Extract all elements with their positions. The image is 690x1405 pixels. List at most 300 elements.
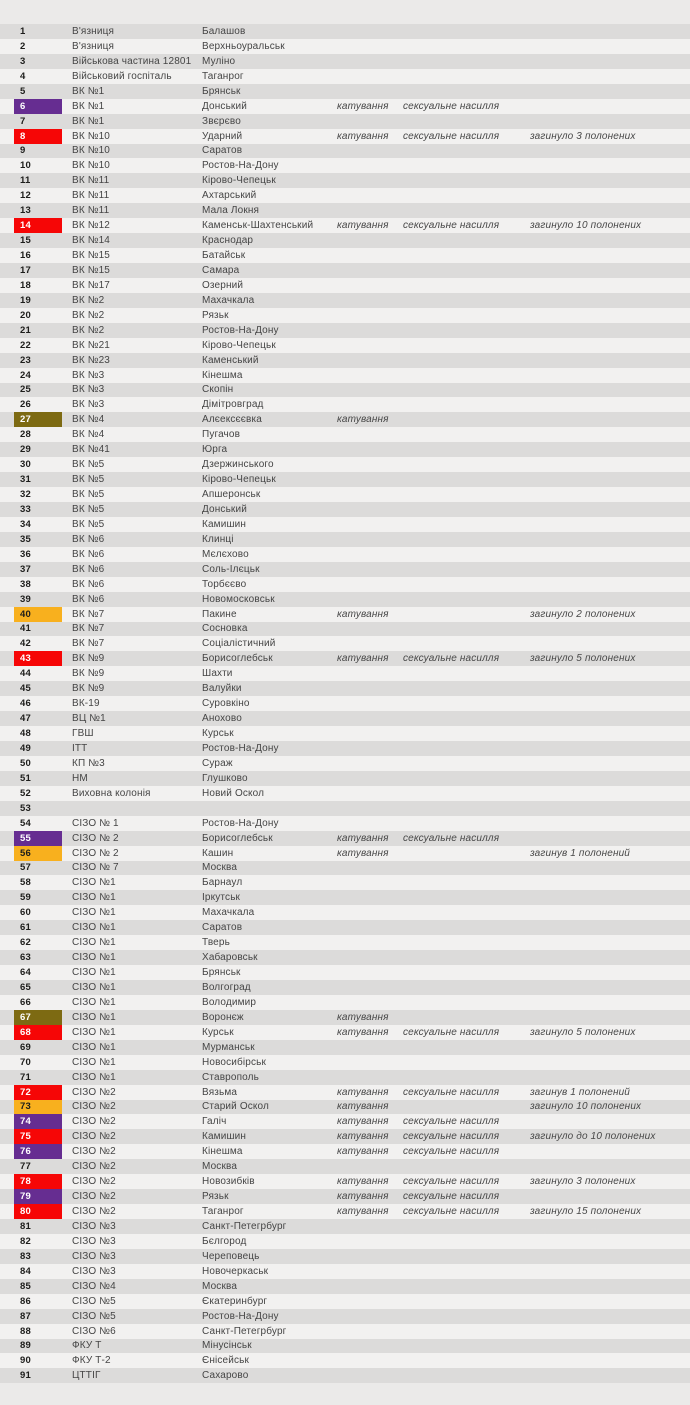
city-cell: Анохово — [202, 713, 242, 725]
table-row — [0, 920, 690, 935]
city-cell: Каменський — [202, 354, 259, 366]
row-number: 58 — [20, 877, 31, 889]
row-number: 77 — [20, 1161, 31, 1173]
row-number: 71 — [20, 1071, 31, 1083]
row-number: 69 — [20, 1041, 31, 1053]
table-row — [0, 338, 690, 353]
facility-cell: ВК №7 — [72, 638, 105, 650]
city-cell: Володимир — [202, 996, 257, 1008]
row-number: 57 — [20, 862, 31, 874]
row-number: 2 — [20, 40, 26, 52]
facility-cell: ВК №6 — [72, 563, 105, 575]
facility-cell: СІЗО №2 — [72, 1146, 116, 1158]
row-number: 18 — [20, 279, 31, 291]
city-cell: Махачкала — [202, 294, 255, 306]
facility-cell: ВК №10 — [72, 130, 111, 142]
deaths-cell: загинуло 10 полонених — [530, 220, 642, 232]
facility-cell: В'язниця — [72, 40, 115, 52]
city-cell: Кінешма — [202, 369, 243, 381]
city-cell: Апшеронськ — [202, 489, 261, 501]
facility-cell: ВК №4 — [72, 429, 105, 441]
facility-cell: ВК №5 — [72, 474, 105, 486]
facility-cell: СІЗО № 1 — [72, 817, 119, 829]
table-row — [0, 1353, 690, 1368]
city-cell: Донський — [202, 100, 247, 112]
city-cell: Борисоглебськ — [202, 832, 273, 844]
facility-cell: ВК №2 — [72, 309, 105, 321]
facility-cell: ВК №15 — [72, 250, 111, 262]
torture-cell: катування — [337, 1011, 389, 1023]
row-number: 38 — [20, 578, 31, 590]
row-number: 26 — [20, 399, 31, 411]
city-cell: Мала Локня — [202, 205, 260, 217]
row-number-highlight-red: 72 — [14, 1085, 62, 1100]
city-cell: Москва — [202, 862, 238, 874]
city-cell: Мінусінськ — [202, 1340, 252, 1352]
city-cell: Алєексєєвка — [202, 414, 262, 426]
row-number: 16 — [20, 250, 31, 262]
table-row — [0, 412, 690, 427]
facility-cell: СІЗО №1 — [72, 981, 116, 993]
row-number: 91 — [20, 1370, 31, 1382]
facility-cell: НМ — [72, 772, 88, 784]
facility-cell: СІЗО №2 — [72, 1161, 116, 1173]
sexual-violence-cell: сексуальне насилля — [403, 832, 500, 844]
deaths-cell: загинуло 10 полонених — [530, 1101, 642, 1113]
table-row — [0, 1159, 690, 1174]
row-number-highlight-yellow: 73 — [14, 1100, 62, 1115]
city-cell: Курськ — [202, 1026, 234, 1038]
sexual-violence-cell: сексуальне насилля — [403, 130, 500, 142]
table-row — [0, 846, 690, 861]
city-cell: Звєрєво — [202, 115, 241, 127]
city-cell: Мєлєхово — [202, 548, 249, 560]
table-row — [0, 1055, 690, 1070]
table-row — [0, 607, 690, 622]
table-row — [0, 114, 690, 129]
row-number: 84 — [20, 1265, 31, 1277]
facility-cell: ВК №11 — [72, 205, 110, 217]
row-number-highlight-purple: 6 — [14, 99, 62, 114]
row-number-highlight-purple: 76 — [14, 1144, 62, 1159]
sexual-violence-cell: сексуальне насилля — [403, 1026, 500, 1038]
sexual-violence-cell: сексуальне насилля — [403, 1131, 500, 1143]
city-cell: Озерний — [202, 279, 244, 291]
facility-cell: ВК №6 — [72, 533, 105, 545]
row-number: 25 — [20, 384, 31, 396]
facility-cell: ВК №23 — [72, 354, 111, 366]
facility-cell: ВК №10 — [72, 160, 111, 172]
row-number: 23 — [20, 354, 31, 366]
city-cell: Хабаровськ — [202, 952, 258, 964]
city-cell: Барнаул — [202, 877, 243, 889]
sexual-violence-cell: сексуальне насилля — [403, 1116, 500, 1128]
table-row — [0, 1085, 690, 1100]
table-row — [0, 875, 690, 890]
row-number: 21 — [20, 324, 31, 336]
table-row — [0, 1114, 690, 1129]
table-row — [0, 562, 690, 577]
table-row — [0, 1070, 690, 1085]
table-row — [0, 592, 690, 607]
facility-cell: ФКУ Т-2 — [72, 1355, 111, 1367]
deaths-cell: загинуло 15 полонених — [530, 1206, 642, 1218]
row-number: 24 — [20, 369, 31, 381]
facility-cell: ЦТТІГ — [72, 1370, 101, 1382]
city-cell: Ростов-На-Дону — [202, 160, 279, 172]
city-cell: Ударний — [202, 130, 243, 142]
facility-cell: ВК №3 — [72, 369, 105, 381]
table-row — [0, 980, 690, 995]
table-row — [0, 890, 690, 905]
torture-cell: катування — [337, 1101, 389, 1113]
city-cell: Торбєєво — [202, 578, 247, 590]
facility-cell: ВК №15 — [72, 264, 111, 276]
facility-cell: ВК-19 — [72, 698, 100, 710]
deaths-cell: загинуло 3 полонених — [530, 1176, 636, 1188]
row-number: 10 — [20, 160, 31, 172]
table-row — [0, 218, 690, 233]
city-cell: Курськ — [202, 728, 234, 740]
city-cell: Кірово-Чепецьк — [202, 339, 276, 351]
row-number-highlight-olive: 67 — [14, 1010, 62, 1025]
facility-cell: СІЗО №1 — [72, 952, 116, 964]
facility-cell: СІЗО №1 — [72, 967, 116, 979]
facility-cell: Військова частина 12801 — [72, 55, 192, 67]
city-cell: Вязьма — [202, 1086, 238, 1098]
facility-cell: ВЦ №1 — [72, 713, 106, 725]
facility-cell: ВК №17 — [72, 279, 111, 291]
table-row — [0, 696, 690, 711]
table-row — [0, 517, 690, 532]
table-row — [0, 1189, 690, 1204]
facility-cell: ГВШ — [72, 728, 94, 740]
row-number: 37 — [20, 563, 31, 575]
city-cell: Муліно — [202, 55, 236, 67]
table-row — [0, 786, 690, 801]
table-row — [0, 39, 690, 54]
facility-cell: СІЗО №4 — [72, 1280, 116, 1292]
row-number: 4 — [20, 70, 26, 82]
table-row — [0, 129, 690, 144]
facility-cell: ВК №5 — [72, 518, 105, 530]
row-number: 70 — [20, 1056, 31, 1068]
facility-cell: ВК №9 — [72, 668, 105, 680]
city-cell: Камишин — [202, 518, 247, 530]
table-row — [0, 158, 690, 173]
sexual-violence-cell: сексуальне насилля — [403, 653, 500, 665]
table-row — [0, 681, 690, 696]
city-cell: Сахарово — [202, 1370, 249, 1382]
city-cell: Ростов-На-Дону — [202, 1310, 279, 1322]
city-cell: Ростов-На-Дону — [202, 324, 279, 336]
table-row — [0, 995, 690, 1010]
table-row — [0, 1100, 690, 1115]
city-cell: Брянськ — [202, 85, 241, 97]
facility-cell: СІЗО №6 — [72, 1325, 116, 1337]
facility-cell: ВК №5 — [72, 459, 105, 471]
city-cell: Клинці — [202, 533, 234, 545]
table-row — [0, 1234, 690, 1249]
row-number-highlight-purple: 55 — [14, 831, 62, 846]
city-cell: Галіч — [202, 1116, 227, 1128]
table-row — [0, 1219, 690, 1234]
row-number: 20 — [20, 309, 31, 321]
table-row — [0, 1174, 690, 1189]
city-cell: Краснодар — [202, 235, 254, 247]
city-cell: Кашин — [202, 847, 234, 859]
city-cell: Санкт-Петегрбург — [202, 1220, 287, 1232]
city-cell: Кірово-Чепецьк — [202, 474, 276, 486]
row-number: 54 — [20, 817, 31, 829]
facility-cell: ВК №1 — [72, 100, 105, 112]
table-row — [0, 1129, 690, 1144]
deaths-cell: загинуло 2 полонених — [530, 608, 636, 620]
table-row — [0, 323, 690, 338]
row-number: 5 — [20, 85, 26, 97]
row-number: 19 — [20, 294, 31, 306]
torture-cell: катування — [337, 414, 389, 426]
city-cell: Кінешма — [202, 1146, 243, 1158]
facility-cell: ВК №9 — [72, 653, 105, 665]
table-row — [0, 1144, 690, 1159]
row-number: 61 — [20, 922, 31, 934]
city-cell: Соль-Ілєцьк — [202, 563, 260, 575]
table-row — [0, 248, 690, 263]
row-number: 88 — [20, 1325, 31, 1337]
table-row — [0, 831, 690, 846]
torture-cell: катування — [337, 1086, 389, 1098]
facility-cell: ВК №11 — [72, 175, 110, 187]
city-cell: Новосибірськ — [202, 1056, 267, 1068]
torture-cell: катування — [337, 608, 389, 620]
table-row — [0, 442, 690, 457]
table-row — [0, 84, 690, 99]
row-number: 39 — [20, 593, 31, 605]
city-cell: Саратов — [202, 145, 243, 157]
torture-cell: катування — [337, 1146, 389, 1158]
table-row — [0, 1204, 690, 1219]
city-cell: Старий Оскол — [202, 1101, 270, 1113]
deaths-cell: загинуло 5 полонених — [530, 1026, 636, 1038]
facility-cell: ВК №2 — [72, 324, 105, 336]
row-number: 83 — [20, 1250, 31, 1262]
city-cell: Ростов-На-Дону — [202, 742, 279, 754]
city-cell: Саратов — [202, 922, 243, 934]
facilities-table — [0, 24, 690, 1383]
table-row — [0, 487, 690, 502]
facility-cell: СІЗО №5 — [72, 1295, 116, 1307]
city-cell: Пакине — [202, 608, 237, 620]
row-number-highlight-red: 14 — [14, 218, 62, 233]
facility-cell: ВК №21 — [72, 339, 111, 351]
city-cell: Валуйки — [202, 683, 242, 695]
city-cell: Бєлгород — [202, 1235, 247, 1247]
torture-cell: катування — [337, 653, 389, 665]
facility-cell: ВК №4 — [72, 414, 105, 426]
table-row — [0, 188, 690, 203]
row-number: 12 — [20, 190, 31, 202]
facility-cell: СІЗО №2 — [72, 1206, 116, 1218]
city-cell: Сосновка — [202, 623, 248, 635]
facility-cell: ВК №7 — [72, 623, 105, 635]
row-number: 29 — [20, 444, 31, 456]
torture-cell: катування — [337, 1131, 389, 1143]
row-number-highlight-red: 78 — [14, 1174, 62, 1189]
city-cell: Батайськ — [202, 250, 246, 262]
torture-cell: катування — [337, 220, 389, 232]
table-row — [0, 816, 690, 831]
facility-cell: СІЗО №1 — [72, 907, 116, 919]
row-number-highlight-olive: 27 — [14, 412, 62, 427]
facility-cell: В'язниця — [72, 25, 115, 37]
city-cell: Глушково — [202, 772, 248, 784]
table-row — [0, 1294, 690, 1309]
city-cell: Юрга — [202, 444, 228, 456]
table-row — [0, 308, 690, 323]
city-cell: Суровкіно — [202, 698, 250, 710]
torture-cell: катування — [337, 100, 389, 112]
sexual-violence-cell: сексуальне насилля — [403, 1191, 500, 1203]
table-row — [0, 263, 690, 278]
table-row — [0, 935, 690, 950]
deaths-cell: загинув 1 полонений — [530, 847, 631, 859]
sexual-violence-cell: сексуальне насилля — [403, 1086, 500, 1098]
row-number: 1 — [20, 25, 26, 37]
row-number: 85 — [20, 1280, 31, 1292]
torture-cell: катування — [337, 130, 389, 142]
facility-cell: СІЗО №3 — [72, 1220, 116, 1232]
city-cell: Пугачов — [202, 429, 241, 441]
sexual-violence-cell: сексуальне насилля — [403, 100, 500, 112]
city-cell: Санкт-Петегрбург — [202, 1325, 287, 1337]
table-row — [0, 1040, 690, 1055]
city-cell: Балашов — [202, 25, 246, 37]
torture-cell: катування — [337, 1116, 389, 1128]
row-number-highlight-red: 75 — [14, 1129, 62, 1144]
table-row — [0, 741, 690, 756]
row-number: 32 — [20, 489, 31, 501]
facility-cell: СІЗО № 7 — [72, 862, 119, 874]
city-cell: Москва — [202, 1161, 238, 1173]
row-number: 62 — [20, 937, 31, 949]
deaths-cell: загинуло до 10 полонених — [530, 1131, 656, 1143]
row-number: 22 — [20, 339, 31, 351]
row-number: 33 — [20, 503, 31, 515]
facility-cell: СІЗО №1 — [72, 1056, 116, 1068]
table-row — [0, 756, 690, 771]
table-row — [0, 69, 690, 84]
row-number: 44 — [20, 668, 31, 680]
table-row — [0, 233, 690, 248]
facility-cell: ВК №1 — [72, 85, 105, 97]
row-number: 46 — [20, 698, 31, 710]
torture-cell: катування — [337, 1206, 389, 1218]
city-cell: Мурманськ — [202, 1041, 255, 1053]
sexual-violence-cell: сексуальне насилля — [403, 1206, 500, 1218]
city-cell: Шахти — [202, 668, 233, 680]
facility-cell: ВК №3 — [72, 384, 105, 396]
table-row — [0, 293, 690, 308]
facility-cell: СІЗО №2 — [72, 1131, 116, 1143]
facility-cell: ВК №5 — [72, 489, 105, 501]
facility-cell: ВК №12 — [72, 220, 111, 232]
facility-cell: ВК №6 — [72, 548, 105, 560]
table-row — [0, 1264, 690, 1279]
row-number-highlight-yellow: 56 — [14, 846, 62, 861]
row-number: 9 — [20, 145, 26, 157]
torture-cell: катування — [337, 847, 389, 859]
row-number: 59 — [20, 892, 31, 904]
table-row — [0, 547, 690, 562]
row-number: 42 — [20, 638, 31, 650]
city-cell: Каменськ-Шахтенський — [202, 220, 314, 232]
row-number: 31 — [20, 474, 31, 486]
table-row — [0, 54, 690, 69]
deaths-cell: загинуло 3 полонених — [530, 130, 636, 142]
table-row — [0, 173, 690, 188]
facility-cell: СІЗО №1 — [72, 996, 116, 1008]
table-row — [0, 99, 690, 114]
city-cell: Таганрог — [202, 1206, 244, 1218]
facility-cell: СІЗО № 2 — [72, 832, 119, 844]
table-row — [0, 622, 690, 637]
row-number-highlight-purple: 74 — [14, 1114, 62, 1129]
table-row — [0, 636, 690, 651]
city-cell: Воронєж — [202, 1011, 244, 1023]
facility-cell: СІЗО №2 — [72, 1116, 116, 1128]
city-cell: Єкатеринбург — [202, 1295, 268, 1307]
row-number: 60 — [20, 907, 31, 919]
row-number: 52 — [20, 787, 31, 799]
city-cell: Новомосковськ — [202, 593, 275, 605]
facility-cell: СІЗО №2 — [72, 1101, 116, 1113]
table-row — [0, 1324, 690, 1339]
table-row — [0, 502, 690, 517]
table-row — [0, 1025, 690, 1040]
facility-cell: СІЗО №2 — [72, 1176, 116, 1188]
table-row — [0, 1339, 690, 1354]
table-row — [0, 24, 690, 39]
row-number: 51 — [20, 772, 31, 784]
facility-cell: ФКУ Т — [72, 1340, 102, 1352]
row-number: 89 — [20, 1340, 31, 1352]
row-number: 30 — [20, 459, 31, 471]
facility-cell: СІЗО №1 — [72, 877, 116, 889]
city-cell: Камишин — [202, 1131, 247, 1143]
table-row — [0, 353, 690, 368]
facility-cell: Виховна колонія — [72, 787, 151, 799]
city-cell: Борисоглебськ — [202, 653, 273, 665]
city-cell: Самара — [202, 264, 240, 276]
row-number: 28 — [20, 429, 31, 441]
table-row — [0, 801, 690, 816]
city-cell: Череповець — [202, 1250, 260, 1262]
torture-cell: катування — [337, 1026, 389, 1038]
city-cell: Рязьк — [202, 309, 229, 321]
facility-cell: ВК №6 — [72, 578, 105, 590]
table-row — [0, 397, 690, 412]
city-cell: Новочеркаськ — [202, 1265, 269, 1277]
city-cell: Таганрог — [202, 70, 244, 82]
facility-cell: СІЗО №1 — [72, 1026, 116, 1038]
row-number-highlight-yellow: 40 — [14, 607, 62, 622]
facility-cell: ВК №14 — [72, 235, 111, 247]
table-row — [0, 203, 690, 218]
row-number: 34 — [20, 518, 31, 530]
facility-cell: ВК №41 — [72, 444, 111, 456]
sexual-violence-cell: сексуальне насилля — [403, 220, 500, 232]
